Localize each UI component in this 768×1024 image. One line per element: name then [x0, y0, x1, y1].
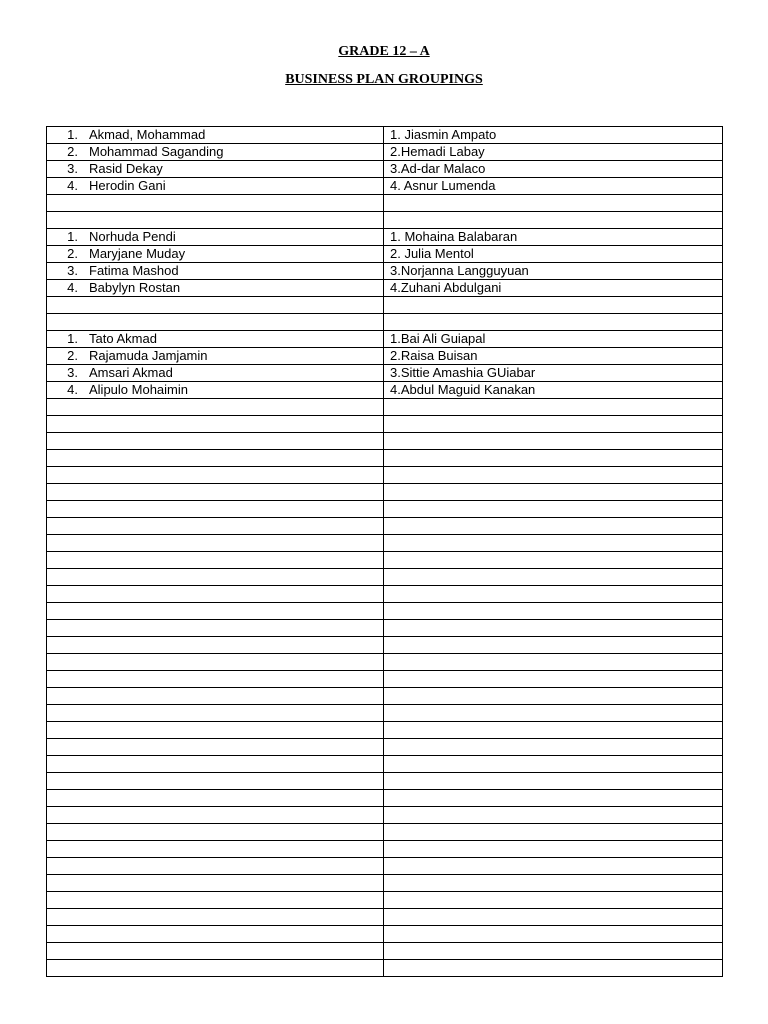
empty-cell	[384, 688, 723, 705]
table-row-empty	[47, 314, 723, 331]
empty-cell	[384, 467, 723, 484]
empty-cell	[47, 943, 384, 960]
table-row-empty	[47, 433, 723, 450]
empty-cell	[384, 518, 723, 535]
empty-cell	[47, 858, 384, 875]
empty-cell	[384, 586, 723, 603]
empty-cell	[47, 807, 384, 824]
table-row-empty	[47, 416, 723, 433]
table-row	[47, 382, 723, 399]
empty-cell	[384, 739, 723, 756]
table-row-empty	[47, 484, 723, 501]
empty-cell	[47, 535, 384, 552]
empty-cell	[47, 620, 384, 637]
empty-cell	[47, 688, 384, 705]
empty-cell	[47, 722, 384, 739]
table-row-empty	[47, 824, 723, 841]
empty-cell	[384, 722, 723, 739]
member-cell-right: 3.Norjanna Langguyuan	[384, 263, 723, 280]
table-row-empty	[47, 569, 723, 586]
empty-cell	[384, 807, 723, 824]
empty-cell	[47, 841, 384, 858]
empty-cell	[47, 297, 384, 314]
empty-cell	[384, 399, 723, 416]
empty-cell	[384, 450, 723, 467]
empty-cell	[384, 297, 723, 314]
member-cell-left	[47, 365, 384, 382]
empty-cell	[384, 960, 723, 977]
empty-cell	[47, 603, 384, 620]
member-cell-right: 4.Zuhani Abdulgani	[384, 280, 723, 297]
table-row	[47, 127, 723, 144]
member-cell-left	[47, 127, 384, 144]
empty-cell	[384, 671, 723, 688]
member-cell-right: 3.Sittie Amashia GUiabar	[384, 365, 723, 382]
member-cell-left	[47, 229, 384, 246]
member-cell-right: 2. Julia Mentol	[384, 246, 723, 263]
table-row-empty	[47, 603, 723, 620]
member-name: Akmad, Mohammad	[89, 127, 206, 142]
member-name: Alipulo Mohaimin	[89, 382, 188, 397]
groupings-table-body	[47, 127, 723, 977]
member-number: 2.	[67, 144, 78, 159]
member-number: 4.	[67, 280, 78, 295]
empty-cell	[47, 518, 384, 535]
table-row-empty	[47, 654, 723, 671]
empty-cell	[47, 909, 384, 926]
table-row-empty	[47, 841, 723, 858]
empty-cell	[384, 756, 723, 773]
empty-cell	[47, 875, 384, 892]
member-cell-right: 1. Mohaina Balabaran	[384, 229, 723, 246]
table-row-empty	[47, 756, 723, 773]
table-row-empty	[47, 518, 723, 535]
empty-cell	[47, 824, 384, 841]
empty-cell	[384, 637, 723, 654]
member-cell-left	[47, 144, 384, 161]
table-row-empty	[47, 501, 723, 518]
member-name: Rasid Dekay	[89, 161, 163, 176]
table-row-empty	[47, 535, 723, 552]
member-number: 2.	[67, 246, 78, 261]
table-row	[47, 144, 723, 161]
table-row-empty	[47, 399, 723, 416]
empty-cell	[384, 926, 723, 943]
empty-cell	[384, 314, 723, 331]
empty-cell	[47, 637, 384, 654]
empty-cell	[47, 892, 384, 909]
member-cell-left	[47, 331, 384, 348]
member-number: 1.	[67, 331, 78, 346]
empty-cell	[47, 926, 384, 943]
table-row	[47, 331, 723, 348]
table-row-empty	[47, 858, 723, 875]
table-row	[47, 280, 723, 297]
empty-cell	[384, 195, 723, 212]
table-row-empty	[47, 943, 723, 960]
empty-cell	[384, 212, 723, 229]
table-row-empty	[47, 807, 723, 824]
document-title: GRADE 12 – A	[338, 44, 430, 59]
table-row-empty	[47, 739, 723, 756]
empty-cell	[47, 569, 384, 586]
member-cell-right: 1. Jiasmin Ampato	[384, 127, 723, 144]
table-row-empty	[47, 450, 723, 467]
member-cell-left	[47, 348, 384, 365]
empty-cell	[384, 824, 723, 841]
member-cell-left	[47, 161, 384, 178]
member-cell-right: 4. Asnur Lumenda	[384, 178, 723, 195]
document-subtitle: BUSINESS PLAN GROUPINGS	[285, 72, 483, 87]
empty-cell	[384, 909, 723, 926]
member-number: 3.	[67, 263, 78, 278]
empty-cell	[47, 756, 384, 773]
table-row-empty	[47, 212, 723, 229]
table-row-empty	[47, 552, 723, 569]
empty-cell	[47, 552, 384, 569]
member-name: Fatima Mashod	[89, 263, 179, 278]
table-row-empty	[47, 926, 723, 943]
empty-cell	[384, 858, 723, 875]
table-row-empty	[47, 892, 723, 909]
empty-cell	[47, 484, 384, 501]
member-cell-right: 2.Raisa Buisan	[384, 348, 723, 365]
empty-cell	[47, 586, 384, 603]
table-row	[47, 229, 723, 246]
empty-cell	[47, 399, 384, 416]
table-row-empty	[47, 790, 723, 807]
empty-cell	[384, 841, 723, 858]
member-name: Amsari Akmad	[89, 365, 173, 380]
member-cell-right: 2.Hemadi Labay	[384, 144, 723, 161]
empty-cell	[384, 552, 723, 569]
table-row-empty	[47, 586, 723, 603]
table-row-empty	[47, 688, 723, 705]
table-row	[47, 263, 723, 280]
table-row-empty	[47, 297, 723, 314]
member-number: 4.	[67, 178, 78, 193]
table-row-empty	[47, 637, 723, 654]
member-name: Maryjane Muday	[89, 246, 186, 261]
empty-cell	[47, 450, 384, 467]
empty-cell	[47, 960, 384, 977]
empty-cell	[384, 892, 723, 909]
table-row-empty	[47, 909, 723, 926]
empty-cell	[47, 773, 384, 790]
table-row-empty	[47, 467, 723, 484]
member-cell-left	[47, 263, 384, 280]
empty-cell	[384, 569, 723, 586]
empty-cell	[384, 943, 723, 960]
table-row-empty	[47, 875, 723, 892]
member-cell-right: 4.Abdul Maguid Kanakan	[384, 382, 723, 399]
member-number: 1.	[67, 229, 78, 244]
empty-cell	[384, 773, 723, 790]
member-name: Mohammad Saganding	[89, 144, 224, 159]
empty-cell	[384, 501, 723, 518]
member-name: Tato Akmad	[89, 331, 157, 346]
member-name: Norhuda Pendi	[89, 229, 176, 244]
empty-cell	[384, 875, 723, 892]
table-row	[47, 348, 723, 365]
empty-cell	[384, 654, 723, 671]
table-row-empty	[47, 671, 723, 688]
member-number: 2.	[67, 348, 78, 363]
table-row-empty	[47, 960, 723, 977]
empty-cell	[384, 433, 723, 450]
groupings-table	[46, 126, 723, 977]
empty-cell	[384, 416, 723, 433]
empty-cell	[47, 501, 384, 518]
empty-cell	[47, 739, 384, 756]
member-cell-left	[47, 382, 384, 399]
member-cell-right: 3.Ad-dar Malaco	[384, 161, 723, 178]
empty-cell	[47, 195, 384, 212]
empty-cell	[384, 705, 723, 722]
member-number: 3.	[67, 161, 78, 176]
empty-cell	[47, 654, 384, 671]
member-cell-left	[47, 178, 384, 195]
empty-cell	[384, 620, 723, 637]
table-row-empty	[47, 773, 723, 790]
member-cell-right: 1.Bai Ali Guiapal	[384, 331, 723, 348]
table-row-empty	[47, 722, 723, 739]
empty-cell	[384, 603, 723, 620]
table-row-empty	[47, 195, 723, 212]
member-number: 4.	[67, 382, 78, 397]
empty-cell	[47, 212, 384, 229]
table-row	[47, 365, 723, 382]
empty-cell	[384, 535, 723, 552]
empty-cell	[47, 671, 384, 688]
empty-cell	[384, 790, 723, 807]
empty-cell	[47, 705, 384, 722]
table-row	[47, 246, 723, 263]
table-row-empty	[47, 705, 723, 722]
member-cell-left	[47, 280, 384, 297]
table-row	[47, 178, 723, 195]
table-row	[47, 161, 723, 178]
member-cell-left	[47, 246, 384, 263]
empty-cell	[47, 467, 384, 484]
member-number: 1.	[67, 127, 78, 142]
member-name: Herodin Gani	[89, 178, 166, 193]
empty-cell	[47, 433, 384, 450]
table-row-empty	[47, 620, 723, 637]
member-number: 3.	[67, 365, 78, 380]
empty-cell	[47, 416, 384, 433]
member-name: Babylyn Rostan	[89, 280, 181, 295]
empty-cell	[47, 314, 384, 331]
member-name: Rajamuda Jamjamin	[89, 348, 208, 363]
empty-cell	[384, 484, 723, 501]
empty-cell	[47, 790, 384, 807]
